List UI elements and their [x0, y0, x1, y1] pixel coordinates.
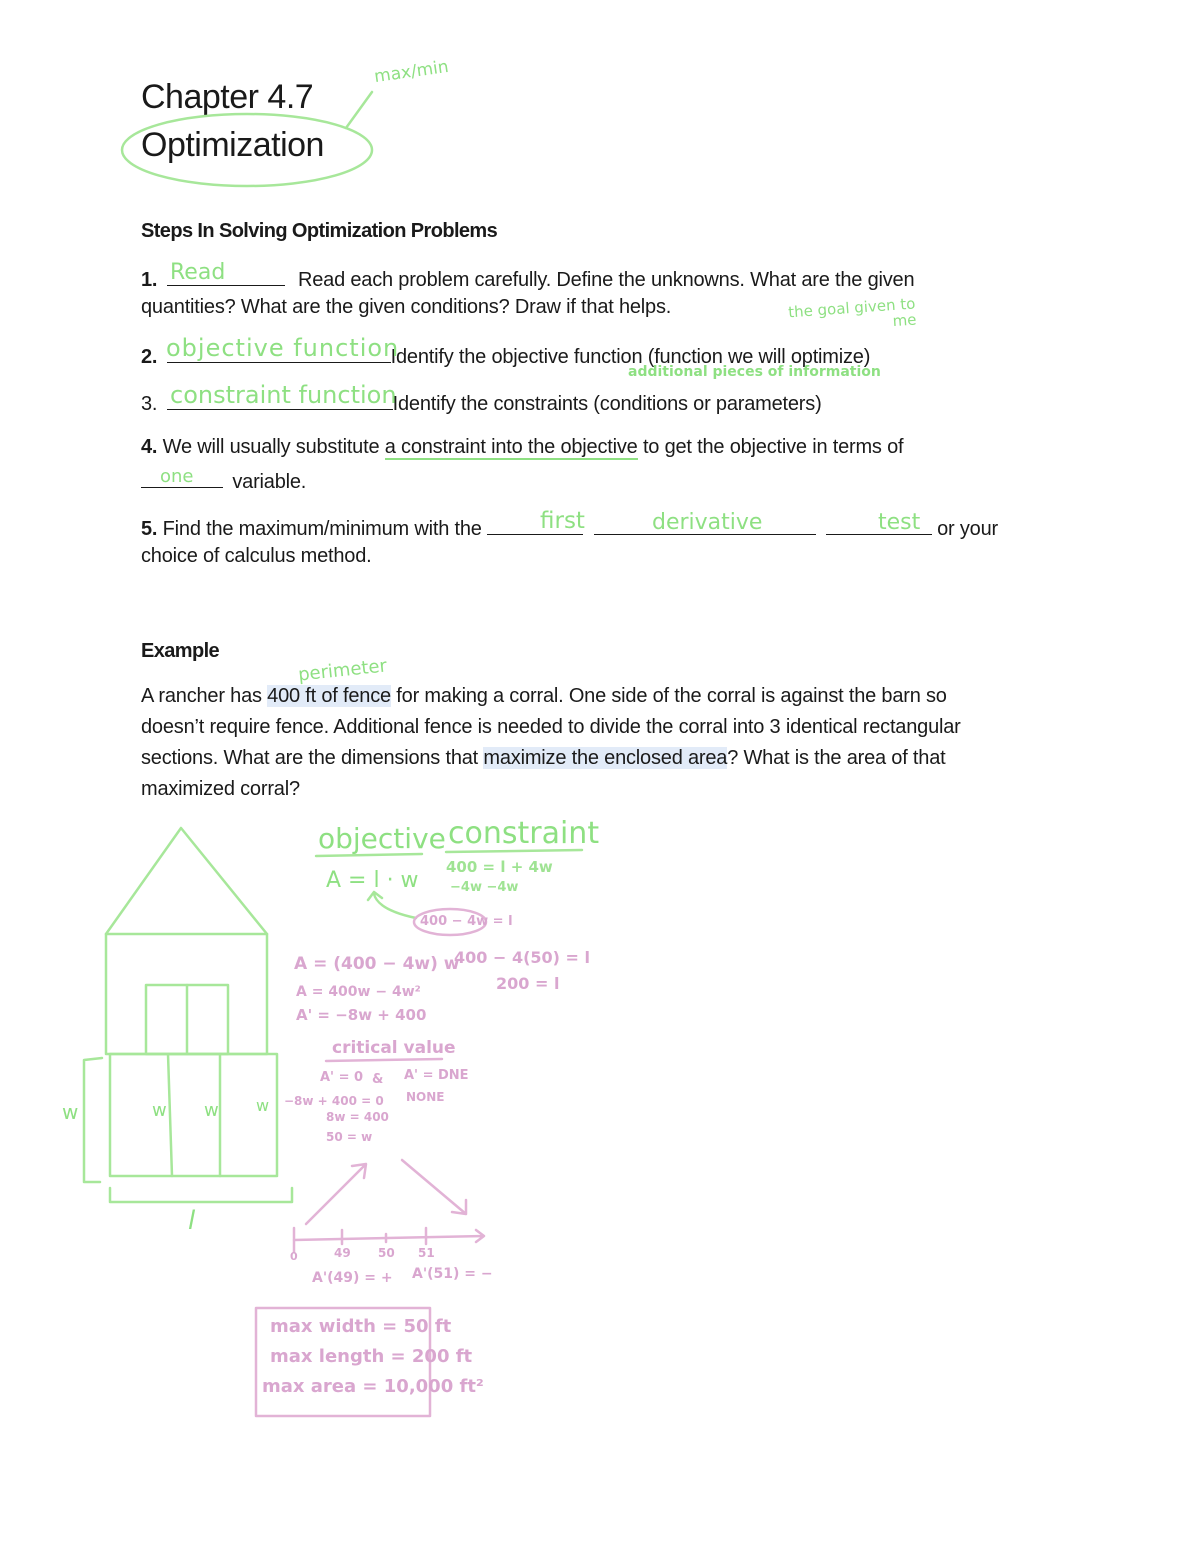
step-5-text: Find the maximum/minimum with the [162, 518, 482, 540]
optimization-circle [122, 114, 372, 186]
w-label-3: w [256, 1096, 270, 1115]
width-dimension [84, 1058, 102, 1182]
constraint-eq-1: 400 = l + 4w [446, 858, 553, 876]
step-2-number: 2. [141, 346, 158, 368]
example-highlight-area: maximize the enclosed area [483, 747, 728, 769]
step-2-answer: objective function [166, 334, 400, 362]
critical-label: critical value [332, 1038, 456, 1058]
constraint-eq-3: 400 − 4w = l [420, 914, 513, 929]
topic-title: Optimization [141, 126, 324, 164]
step-3-number: 3. [141, 393, 158, 415]
step-1-text-line2: quantities? What are the given conditions? Draw if that helps. [141, 296, 672, 318]
nl-left-test: A'(49) = + [312, 1270, 393, 1286]
cv-left-4: 50 = w [326, 1130, 373, 1144]
perimeter-note: perimeter [297, 655, 388, 686]
example-line-1-a: A rancher has [141, 685, 268, 707]
step-1-text: Read each problem carefully. Define the unknowns. What are the given [298, 269, 915, 291]
cv-separator: & [372, 1072, 384, 1087]
chapter-title: Chapter 4.7 [141, 78, 314, 116]
constraint-label: constraint [448, 816, 600, 851]
substitution-2: A = 400w − 4w² [296, 984, 421, 1000]
step-3-answer: constraint function [170, 381, 397, 409]
step-4-answer: one [160, 466, 194, 487]
step-5-answer-1: first [540, 508, 585, 534]
critical-underline [326, 1059, 442, 1061]
increasing-arrow [306, 1164, 366, 1224]
l-label: l [188, 1206, 196, 1236]
substitution-3: A' = −8w + 400 [296, 1006, 427, 1024]
cv-left-3: 8w = 400 [326, 1110, 389, 1124]
cv-right-2: NONE [406, 1090, 445, 1104]
step-3-note: additional pieces of information [628, 364, 881, 380]
nl-tick-49-label: 49 [334, 1246, 351, 1260]
example-heading: Example [141, 640, 220, 662]
number-line [294, 1230, 484, 1242]
step-5-line2: choice of calculus method. [141, 545, 372, 567]
answer-line-2: max length = 200 ft [270, 1346, 473, 1367]
corral-divider-1 [168, 1054, 172, 1176]
barn-roof [106, 828, 267, 934]
nl-right-test: A'(51) = − [412, 1266, 493, 1282]
objective-label: objective [318, 822, 446, 855]
nl-tick-0: 0 [290, 1250, 298, 1263]
answer-line-3: max area = 10,000 ft² [262, 1376, 484, 1397]
step-4-text-c: to get the objective in terms of [637, 436, 904, 458]
steps-heading: Steps In Solving Optimization Problems [141, 220, 498, 242]
step-5-answer-2: derivative [652, 510, 763, 535]
w-label-1: w [152, 1100, 167, 1121]
step-5-number: 5. [141, 518, 158, 540]
example-line-1-c: for making a corral. One side of the corral is against the barn so [390, 685, 947, 707]
decreasing-arrow [402, 1160, 466, 1214]
substitution-arrow [368, 892, 416, 918]
cv-right-1: A' = DNE [404, 1068, 469, 1083]
example-highlight-fence: 400 ft of fence [267, 685, 391, 707]
nl-tick-51-label: 51 [418, 1246, 435, 1260]
example-line-3-c: ? What is the area of that [727, 747, 946, 769]
cv-left-1: A' = 0 [320, 1070, 364, 1085]
step-1-answer: Read [170, 260, 226, 285]
length-calc-1: 400 − 4(50) = l [454, 948, 590, 967]
max-min-annotation: max/min [372, 56, 450, 88]
objective-equation: A = l · w [326, 868, 419, 893]
step-4-underlined: a constraint into the objective [384, 436, 638, 458]
step-4-text2: variable. [232, 471, 307, 493]
w-label-outer: w [62, 1100, 79, 1124]
step-1-number: 1. [141, 269, 158, 291]
step-4-text-a: We will usually substitute [162, 436, 385, 458]
length-calc-2: 200 = l [496, 974, 560, 993]
nl-tick-50-label: 50 [378, 1246, 395, 1260]
max-min-pointer [346, 92, 372, 128]
example-line-2: doesn’t require fence. Additional fence is needed to divide the corral into 3 identical rectangular [141, 716, 961, 738]
corral [110, 1054, 277, 1176]
answer-line-1: max width = 50 ft [270, 1316, 452, 1337]
substitution-1: A = (400 − 4w) w [294, 954, 460, 974]
step-2-text: Identify the objective function (function we will optimize) [390, 346, 871, 368]
w-label-2: w [204, 1100, 219, 1121]
step-4-number: 4. [141, 436, 158, 458]
step-5-text-end: or your [937, 518, 998, 540]
cv-left-2: −8w + 400 = 0 [284, 1094, 384, 1108]
step-3-text: Identify the constraints (conditions or parameters) [392, 393, 822, 415]
constraint-eq-2: −4w −4w [450, 880, 519, 895]
length-dimension [110, 1188, 292, 1202]
example-line-4: maximized corral? [141, 778, 300, 800]
example-line-3-a: sections. What are the dimensions that [141, 747, 484, 769]
step-5-answer-3: test [878, 510, 921, 535]
step-2-note: the goal given to me [787, 294, 918, 331]
